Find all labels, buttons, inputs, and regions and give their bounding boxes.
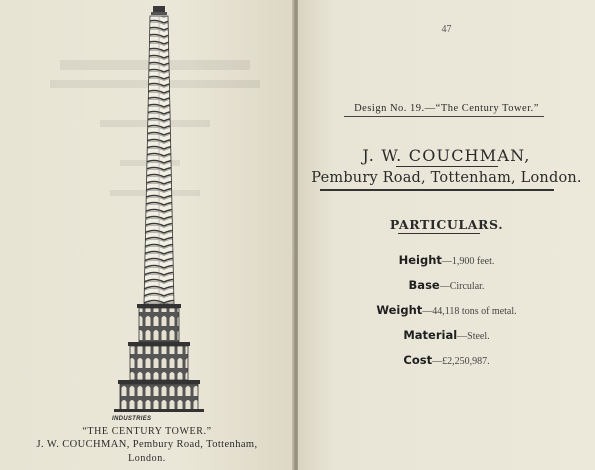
particular-weight — [298, 303, 595, 317]
divider-rule — [398, 233, 480, 234]
particular-label: Cost — [403, 353, 433, 367]
particular-base — [298, 278, 595, 292]
particular-label: Height — [398, 253, 442, 267]
left-page — [0, 0, 294, 470]
divider-rule — [396, 166, 498, 167]
particular-material — [298, 328, 595, 342]
particular-value: —Steel. — [457, 331, 490, 342]
particular-cost — [298, 353, 595, 367]
page-number: 47 — [441, 24, 452, 35]
plate-caption-author: J. W. COUCHMAN, Pembury Road, Tottenham, — [36, 439, 258, 450]
particular-value: —£2,250,987. — [432, 356, 490, 367]
engraver-label: INDUSTRIES — [112, 416, 152, 422]
right-page — [298, 0, 595, 470]
author-address: Pembury Road, Tottenham, London. — [311, 170, 582, 186]
design-heading: Design No. 19.—“The Century Tower.” — [354, 103, 539, 114]
divider-rule — [320, 189, 554, 191]
plate-caption-city: London. — [128, 453, 166, 464]
particular-value: —44,118 tons of metal. — [422, 306, 517, 317]
particular-label: Weight — [376, 303, 423, 317]
divider-rule — [344, 116, 544, 117]
particular-label: Material — [403, 328, 458, 342]
particular-value: —Circular. — [439, 281, 485, 292]
plate-caption-title: “THE CENTURY TOWER.” — [82, 426, 212, 437]
author-name: J. W. COUCHMAN, — [362, 146, 531, 165]
particulars-heading: PARTICULARS. — [389, 217, 504, 232]
particular-value: —1,900 feet. — [441, 256, 495, 267]
particular-label: Base — [408, 278, 440, 292]
century-tower-illustration — [104, 4, 214, 414]
particular-height — [298, 253, 595, 267]
